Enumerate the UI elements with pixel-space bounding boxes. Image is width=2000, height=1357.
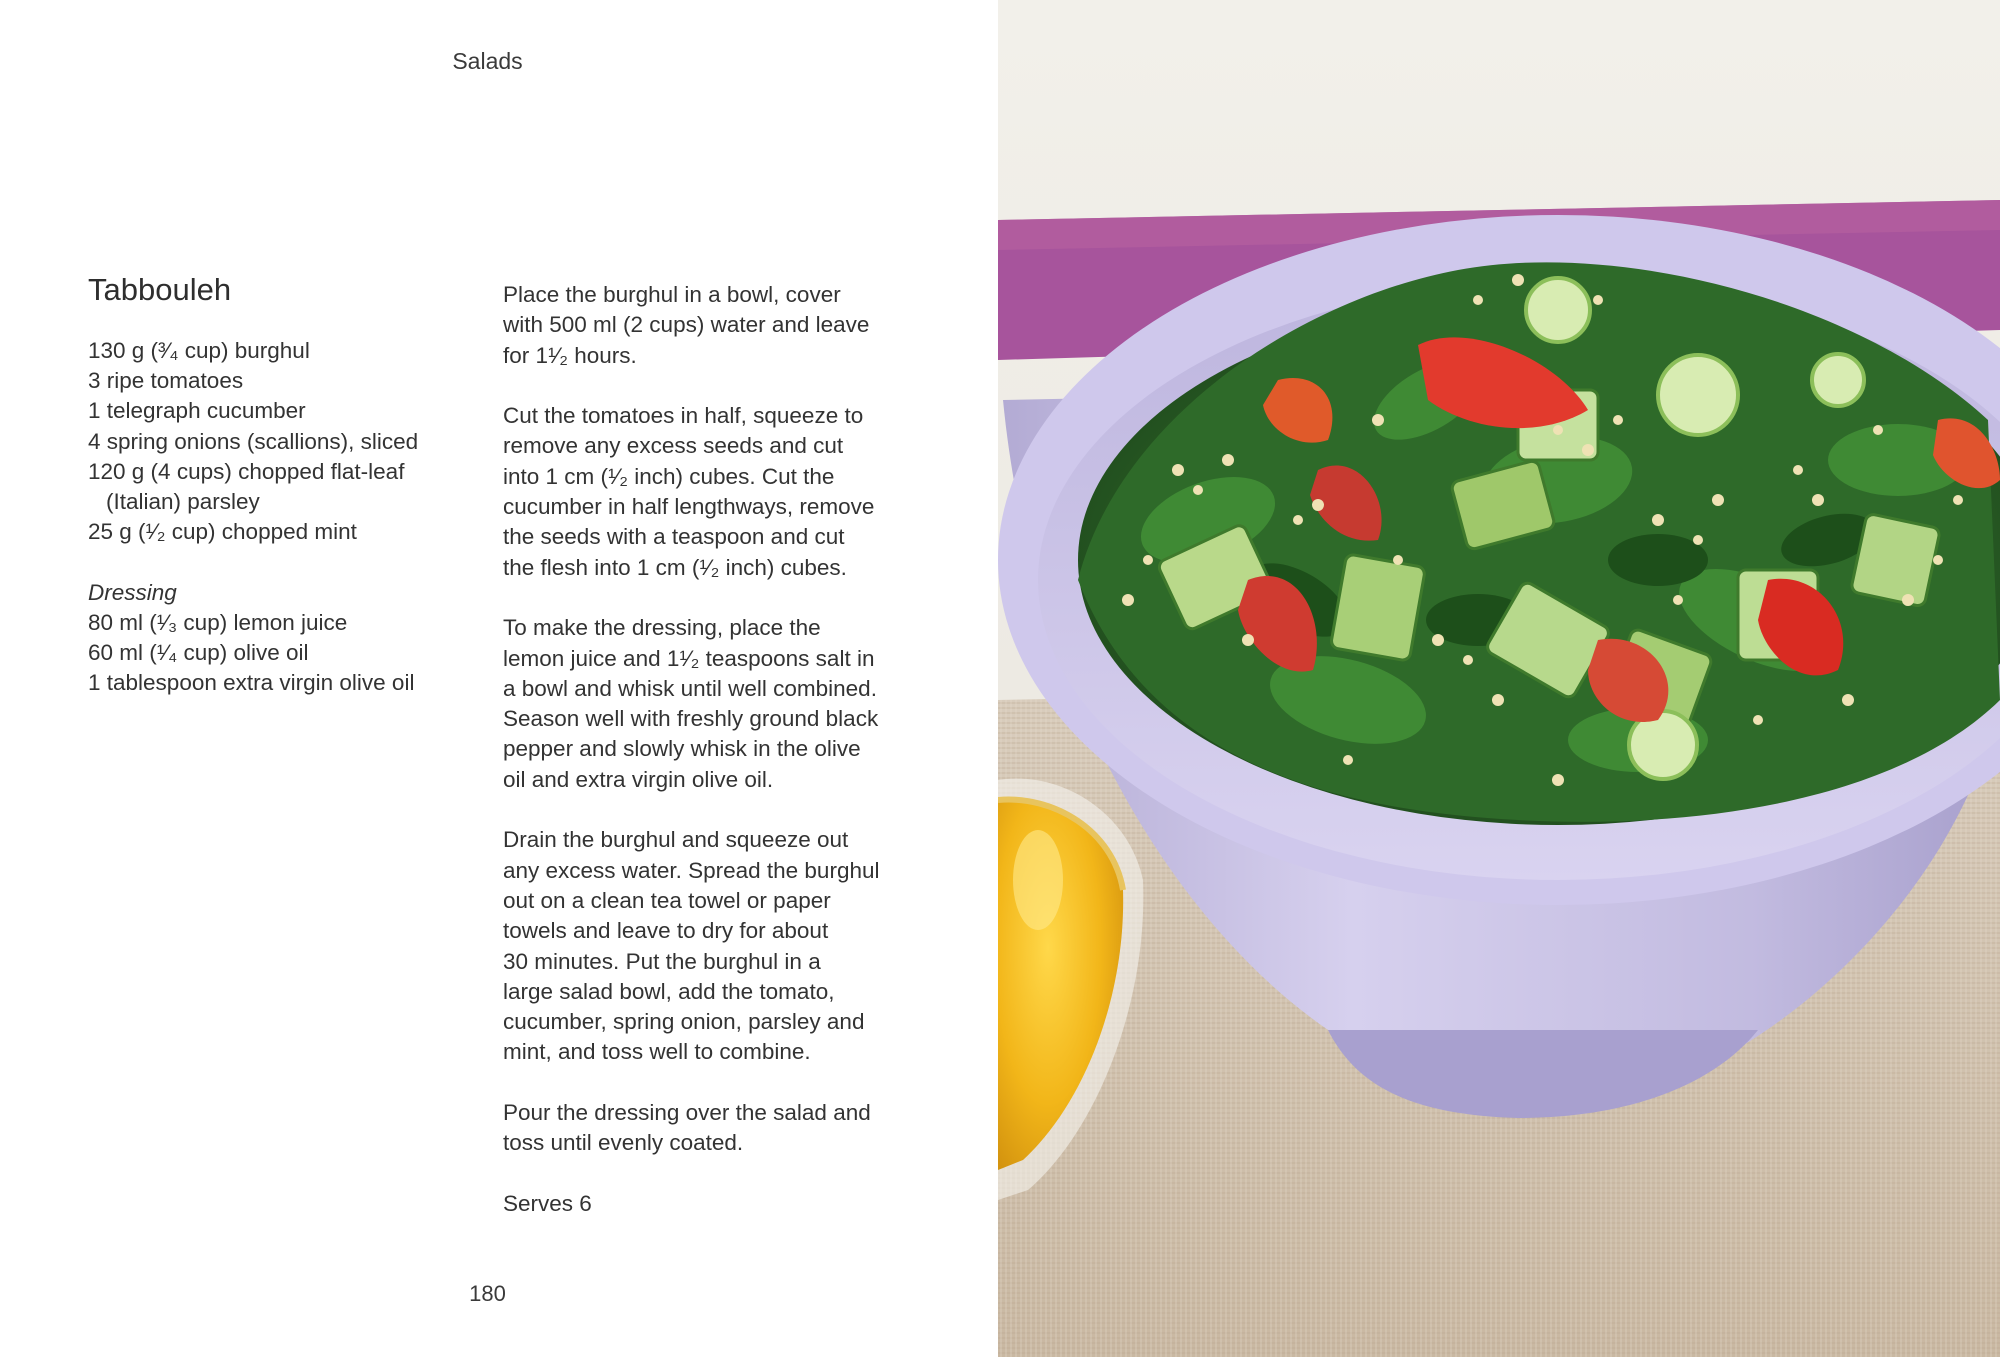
method-step: Place the burghul in a bowl, cover with 500 ml (2 cups) water and leave for 1¹⁄₂ hours. bbox=[503, 282, 870, 368]
serves-note: Serves 6 bbox=[503, 1190, 592, 1216]
method-step: Drain the burghul and squeeze out any excess water. Spread the burghul out on a clean tea towel or paper towels and leave to dry for about 30 minutes. Put the burghul in a large salad bowl, add the tomato, cucumber, spring onion, parsley and mint, and toss well to combine. bbox=[503, 827, 880, 1065]
ingredient-item: 130 g (³⁄₄ cup) burghul bbox=[88, 338, 310, 363]
ingredient-item: 3 ripe tomatoes bbox=[88, 368, 244, 394]
method-step: Cut the tomatoes in half, squeeze to remove any excess seeds and cut into 1 cm (¹⁄₂ inch) cubes. Cut the cucumber in half lengthways, remove the seeds with a teaspoon and cut the flesh into 1 cm (¹⁄₂ inch) cubes. bbox=[503, 403, 875, 580]
dressing-label: Dressing bbox=[88, 579, 177, 605]
ingredient-item: 120 g (4 cups) chopped flat-leaf bbox=[88, 458, 405, 484]
tabbouleh-photo bbox=[998, 0, 2000, 1357]
ingredient-item: 4 spring onions (scallions), sliced bbox=[88, 428, 419, 454]
dressing-item: 60 ml (¹⁄₄ cup) olive oil bbox=[88, 640, 309, 666]
method-step: To make the dressing, place the lemon juice and 1¹⁄₂ teaspoons salt in a bowl and whisk until well combined. Season well with freshly ground black pepper and slowly whisk in the olive oil and extra virgin olive oil. bbox=[503, 615, 879, 792]
ingredient-item: 1 telegraph cucumber bbox=[88, 398, 306, 424]
method-step: Pour the dressing over the salad and toss until evenly coated. bbox=[503, 1100, 871, 1156]
page-number: 180 bbox=[469, 1281, 506, 1306]
running-head: Salads bbox=[452, 48, 523, 74]
ingredients-list bbox=[88, 336, 488, 698]
method-steps bbox=[503, 280, 903, 1250]
recipe-title: Tabbouleh bbox=[88, 272, 232, 307]
dressing-item: 1 tablespoon extra virgin olive oil bbox=[88, 670, 415, 696]
recipe-page bbox=[0, 0, 998, 1357]
dressing-item: 80 ml (¹⁄₃ cup) lemon juice bbox=[88, 609, 348, 635]
ingredient-item: 25 g (¹⁄₂ cup) chopped mint bbox=[88, 519, 357, 545]
salad-bowl-illustration bbox=[998, 0, 2000, 1357]
ingredient-item-continued: (Italian) parsley bbox=[106, 489, 260, 515]
